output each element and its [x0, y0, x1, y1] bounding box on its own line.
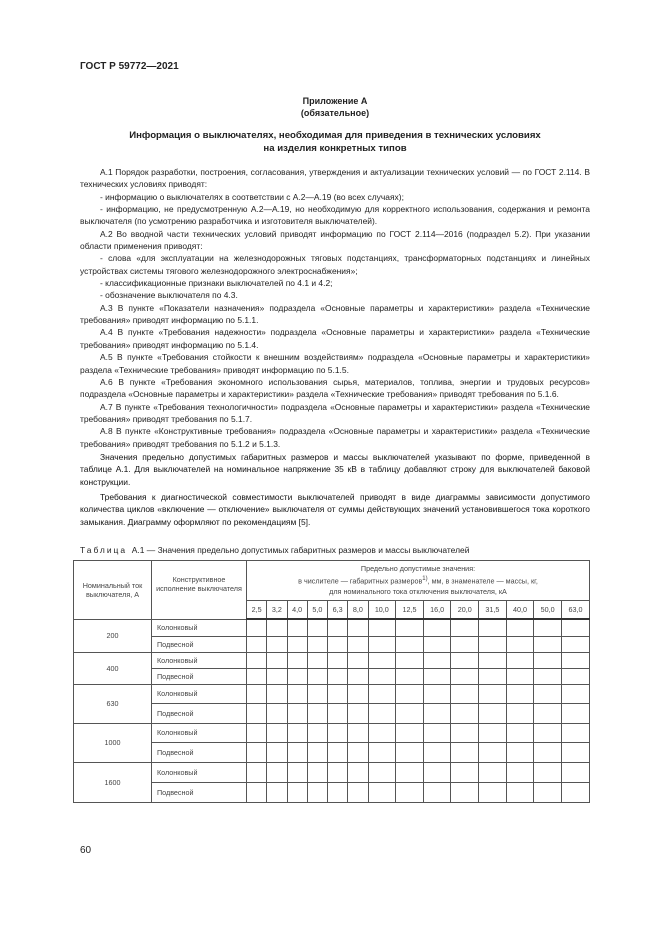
paragraph: А.1 Порядок разработки, построения, согласования, утверждения и актуализации технических условий — по ГОСТ 2.114. В технических условиях приводят: [80, 167, 590, 190]
value-cell [307, 652, 327, 668]
breaking-current-header: 63,0 [561, 601, 589, 620]
breaking-current-header: 10,0 [368, 601, 396, 620]
value-cell [328, 762, 348, 782]
footnote-mark: 1) [422, 576, 428, 583]
table-caption [80, 545, 469, 555]
value-cell [267, 723, 287, 742]
table-row [74, 762, 590, 782]
paragraph: А.2 Во вводной части технических условий приводят информацию по ГОСТ 2.114—2016 (подраздел 5.2). При указании области применения приводят: [80, 228, 590, 252]
value-cell [479, 703, 507, 723]
value-cell [287, 652, 307, 668]
value-cell [348, 684, 368, 703]
value-cell [328, 652, 348, 668]
value-cell [267, 652, 287, 668]
header-rated-current: Номинальный ток выключателя, А [74, 561, 152, 620]
breaking-current-header: 6,3 [328, 601, 348, 620]
paragraph: А.4 В пункте «Требования надежности» подраздела «Основные параметры и характеристики» раздела «Технические требования» приводят информацию по 5.1.4. [80, 327, 590, 350]
breaking-current-header: 5,0 [307, 601, 327, 620]
paragraph: А.8 В пункте «Конструктивные требования» подраздела «Основные параметры и характеристики» раздела «Технические требования» приводят требования по 5.1.2 и 5.1.3. [80, 426, 590, 449]
value-cell [287, 782, 307, 802]
header-line [247, 574, 589, 586]
value-cell [423, 652, 451, 668]
paragraph: А.7 В пункте «Требования технологичности» подраздела «Основные параметры и характеристики» раздела «Технические требования» приводят требования по 5.1.7. [80, 401, 590, 424]
value-cell [561, 636, 589, 652]
value-cell [328, 782, 348, 802]
value-cell [287, 684, 307, 703]
value-cell [368, 636, 396, 652]
value-cell [534, 684, 562, 703]
value-cell [307, 684, 327, 703]
value-cell [267, 782, 287, 802]
value-cell [396, 723, 424, 742]
value-cell [348, 636, 368, 652]
value-cell [348, 782, 368, 802]
value-cell [506, 723, 534, 742]
value-cell [561, 684, 589, 703]
value-cell [423, 782, 451, 802]
value-cell [506, 782, 534, 802]
value-cell [328, 723, 348, 742]
value-cell [479, 619, 507, 636]
value-cell [328, 636, 348, 652]
value-cell [396, 636, 424, 652]
value-cell [267, 762, 287, 782]
value-cell [328, 619, 348, 636]
value-cell [368, 684, 396, 703]
value-cell [423, 723, 451, 742]
value-cell [451, 668, 479, 684]
value-cell [451, 723, 479, 742]
value-cell [479, 782, 507, 802]
value-cell [348, 652, 368, 668]
value-cell [307, 723, 327, 742]
value-cell [534, 703, 562, 723]
value-cell [423, 619, 451, 636]
value-cell [348, 668, 368, 684]
value-cell [506, 636, 534, 652]
document-header: ГОСТ Р 59772—2021 [80, 61, 179, 72]
design-cell: Колонковый [152, 762, 247, 782]
breaking-current-header: 3,2 [267, 601, 287, 620]
header-text: , мм, в знаменателе — массы, кг, [427, 576, 538, 586]
value-cell [307, 742, 327, 762]
value-cell [348, 762, 368, 782]
appendix-title [80, 129, 590, 155]
value-cell [348, 742, 368, 762]
value-cell [396, 652, 424, 668]
page-number: 60 [80, 845, 92, 856]
header-line: Предельно допустимые значения: [360, 564, 476, 574]
design-cell: Подвесной [152, 703, 247, 723]
value-cell [479, 723, 507, 742]
value-cell [247, 782, 267, 802]
value-cell [348, 619, 368, 636]
appendix-heading [80, 95, 590, 119]
value-cell [561, 703, 589, 723]
breaking-current-header: 12,5 [396, 601, 424, 620]
value-cell [396, 762, 424, 782]
value-cell [479, 668, 507, 684]
paragraph: А.3 В пункте «Показатели назначения» подраздела «Основные параметры и характеристики» раздела «Технические требования» приводят информацию по 5.1.1. [80, 302, 590, 326]
value-cell [479, 742, 507, 762]
value-cell [307, 762, 327, 782]
value-cell [506, 668, 534, 684]
design-cell: Подвесной [152, 668, 247, 684]
value-cell [451, 619, 479, 636]
value-cell [451, 782, 479, 802]
rated-current-cell: 200 [74, 619, 152, 652]
value-cell [287, 619, 307, 636]
value-cell [287, 762, 307, 782]
paragraph: Требования к диагностической совместимости выключателей приводят в виде диаграммы зависимости допустимого количества циклов «включение — отключение» выключателя от суммы действующих значений установившегося тока короткого замыкания. Диаграмму оформляют по рекомендациям [5]. [80, 491, 590, 527]
value-cell [534, 782, 562, 802]
value-cell [396, 668, 424, 684]
value-cell [561, 723, 589, 742]
value-cell [423, 742, 451, 762]
value-cell [247, 636, 267, 652]
breaking-current-header: 8,0 [348, 601, 368, 620]
value-cell [451, 636, 479, 652]
table-row [74, 652, 590, 668]
value-cell [561, 668, 589, 684]
header-text: в числителе — габаритных размеров [298, 576, 423, 586]
breaking-current-header: 2,5 [247, 601, 267, 620]
design-cell: Подвесной [152, 742, 247, 762]
value-cell [506, 762, 534, 782]
value-cell [267, 742, 287, 762]
value-cell [479, 636, 507, 652]
value-cell [247, 619, 267, 636]
value-cell [396, 703, 424, 723]
header-limit-values [247, 561, 590, 601]
paragraph: - информацию о выключателях в соответствии с А.2—А.19 (во всех случаях); [100, 191, 404, 202]
value-cell [287, 668, 307, 684]
value-cell [479, 762, 507, 782]
value-cell [307, 703, 327, 723]
value-cell [307, 782, 327, 802]
table-row [74, 668, 590, 684]
value-cell [287, 723, 307, 742]
value-cell [396, 619, 424, 636]
value-cell [506, 742, 534, 762]
value-cell [328, 684, 348, 703]
value-cell [348, 723, 368, 742]
value-cell [368, 652, 396, 668]
value-cell [267, 668, 287, 684]
paragraph: - обозначение выключателя по 4.3. [100, 290, 238, 301]
value-cell [423, 668, 451, 684]
value-cell [561, 742, 589, 762]
value-cell [287, 703, 307, 723]
table-row [74, 619, 590, 636]
breaking-current-header: 16,0 [423, 601, 451, 620]
value-cell [287, 742, 307, 762]
breaking-current-header: 31,5 [479, 601, 507, 620]
value-cell [287, 636, 307, 652]
value-cell [396, 782, 424, 802]
paragraph: Значения предельно допустимых габаритных размеров и массы выключателей указывают по форме, приведенной в таблице А.1. Для выключателей на номинальное напряжение 35 кВ в таблицу добавляют строку для выключателей баковой конструкции. [80, 451, 590, 487]
header-design: Конструктивное исполнение выключателя [152, 561, 247, 620]
value-cell [534, 636, 562, 652]
value-cell [479, 652, 507, 668]
value-cell [368, 703, 396, 723]
value-cell [451, 684, 479, 703]
rated-current-cell: 400 [74, 652, 152, 684]
rated-current-cell: 630 [74, 684, 152, 723]
design-cell: Колонковый [152, 723, 247, 742]
value-cell [534, 762, 562, 782]
value-cell [267, 703, 287, 723]
value-cell [506, 652, 534, 668]
value-cell [534, 723, 562, 742]
table-row [74, 723, 590, 742]
value-cell [328, 703, 348, 723]
value-cell [451, 762, 479, 782]
value-cell [506, 619, 534, 636]
design-cell: Подвесной [152, 782, 247, 802]
table-row [74, 636, 590, 652]
title-line: на изделия конкретных типов [263, 143, 407, 154]
value-cell [368, 762, 396, 782]
rated-current-cell: 1000 [74, 723, 152, 762]
value-cell [247, 703, 267, 723]
value-cell [247, 684, 267, 703]
table-row [74, 742, 590, 762]
value-cell [368, 742, 396, 762]
value-cell [561, 782, 589, 802]
paragraph: А.5 В пункте «Требования стойкости к внешним воздействиям» подраздела «Основные параметры и характеристики» раздела «Технические требования» приводят информацию по 5.1.5. [80, 352, 590, 375]
paragraph: - слова «для эксплуатации на железнодорожных тяговых подстанциях, трансформаторных подстанциях и линейных устройствах системы тягового железнодорожного электроснабжения»; [80, 253, 590, 276]
value-cell [307, 668, 327, 684]
value-cell [368, 619, 396, 636]
design-cell: Колонковый [152, 652, 247, 668]
body-text [80, 166, 590, 528]
value-cell [247, 723, 267, 742]
caption-label: Таблица [80, 545, 128, 555]
value-cell [534, 668, 562, 684]
table-row [74, 782, 590, 802]
paragraph: - информацию, не предусмотренную А.2—А.19, но необходимую для корректного использования, содержания и ремонта выключателя (по усмотрению разработчика и изготовителя выключателей). [80, 204, 590, 227]
value-cell [506, 703, 534, 723]
design-cell: Подвесной [152, 636, 247, 652]
value-cell [247, 652, 267, 668]
value-cell [534, 619, 562, 636]
value-cell [451, 742, 479, 762]
value-cell [267, 684, 287, 703]
header-line: для номинального тока отключения выключателя, кА [329, 586, 507, 596]
title-line: Информация о выключателях, необходимая для приведения в технических условиях [129, 130, 541, 141]
appendix-label: Приложение А [302, 96, 368, 106]
design-cell: Колонковый [152, 619, 247, 636]
table-row [74, 684, 590, 703]
table-row [74, 703, 590, 723]
value-cell [479, 684, 507, 703]
value-cell [307, 619, 327, 636]
value-cell [368, 782, 396, 802]
value-cell [561, 619, 589, 636]
dimensions-table [73, 560, 590, 803]
value-cell [561, 762, 589, 782]
value-cell [534, 742, 562, 762]
breaking-current-header: 40,0 [506, 601, 534, 620]
value-cell [506, 684, 534, 703]
breaking-current-header: 50,0 [534, 601, 562, 620]
value-cell [534, 652, 562, 668]
appendix-status: (обязательное) [300, 108, 370, 118]
breaking-current-header: 4,0 [287, 601, 307, 620]
value-cell [423, 684, 451, 703]
design-cell: Колонковый [152, 684, 247, 703]
value-cell [423, 703, 451, 723]
value-cell [423, 636, 451, 652]
value-cell [423, 762, 451, 782]
breaking-current-header: 20,0 [451, 601, 479, 620]
value-cell [368, 668, 396, 684]
value-cell [247, 668, 267, 684]
paragraph: А.6 В пункте «Требования экономного использования сырья, материалов, топлива, энергии и трудовых ресурсов» подраздела «Основные параметры и характеристики» раздела «Технические требования» приводят требования по 5.1.6. [80, 376, 590, 400]
value-cell [267, 619, 287, 636]
value-cell [348, 703, 368, 723]
value-cell [328, 742, 348, 762]
value-cell [247, 742, 267, 762]
value-cell [451, 703, 479, 723]
value-cell [307, 636, 327, 652]
caption-text: А.1 — Значения предельно допустимых габаритных размеров и массы выключателей [131, 545, 470, 555]
value-cell [396, 742, 424, 762]
value-cell [328, 668, 348, 684]
value-cell [451, 652, 479, 668]
value-cell [368, 723, 396, 742]
value-cell [247, 762, 267, 782]
value-cell [267, 636, 287, 652]
value-cell [561, 652, 589, 668]
rated-current-cell: 1600 [74, 762, 152, 802]
value-cell [396, 684, 424, 703]
paragraph: - классификационные признаки выключателей по 4.1 и 4.2; [100, 278, 333, 289]
